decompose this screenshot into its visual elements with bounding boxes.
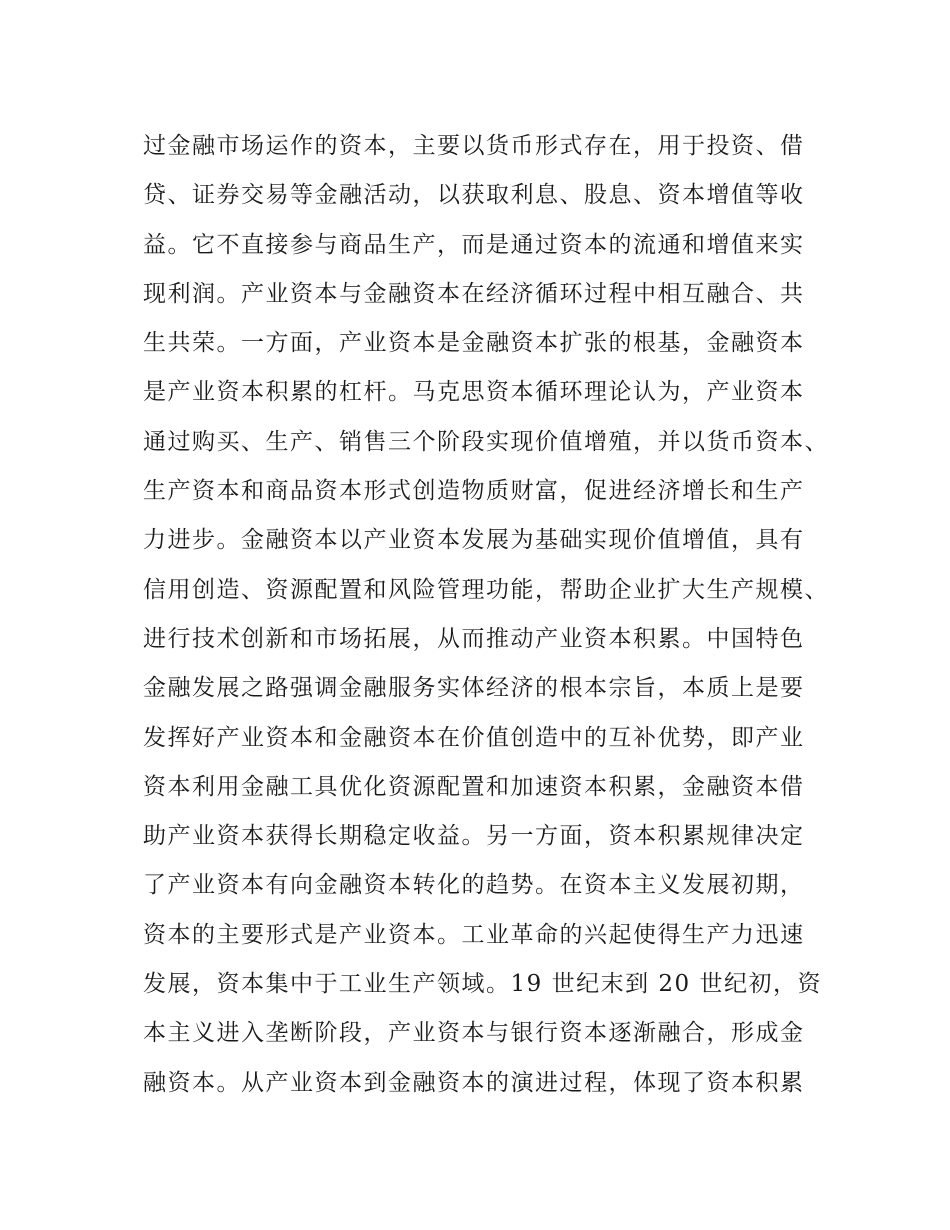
body-paragraph: [143, 122, 843, 1108]
text-line: 发挥好产业资本和金融资本在价值创造中的互补优势，即产业: [143, 724, 805, 751]
text-line: 生共荣。一方面，产业资本是金融资本扩张的根基，金融资本: [143, 330, 805, 357]
text-line: 金融发展之路强调金融服务实体经济的根本宗旨，本质上是要: [143, 675, 805, 702]
text-line: 资本利用金融工具优化资源配置和加速资本积累，金融资本借: [143, 773, 805, 800]
text-line: 进行技术创新和市场拓展，从而推动产业资本积累。中国特色: [143, 625, 805, 652]
text-line: 现利润。产业资本与金融资本在经济循环过程中相互融合、共: [143, 280, 805, 307]
text-line: 贷、证券交易等金融活动，以获取利息、股息、资本增值等收: [143, 182, 805, 209]
text-line: 资本的主要形式是产业资本。工业革命的兴起使得生产力迅速: [143, 921, 805, 948]
text-line: 发展，资本集中于工业生产领域。19 世纪末到 20 世纪初，资: [143, 971, 822, 998]
text-line: 通过购买、生产、销售三个阶段实现价值增殖，并以货币资本、: [143, 428, 829, 455]
text-line: 生产资本和商品资本形式创造物质财富，促进经济增长和生产: [143, 478, 805, 505]
text-line: 信用创造、资源配置和风险管理功能，帮助企业扩大生产规模、: [143, 576, 829, 603]
text-line: 了产业资本有向金融资本转化的趋势。在资本主义发展初期，: [143, 872, 805, 899]
text-line: 益。它不直接参与商品生产，而是通过资本的流通和增值来实: [143, 231, 805, 258]
text-line: 力进步。金融资本以产业资本发展为基础实现价值增值，具有: [143, 527, 805, 554]
text-line: 助产业资本获得长期稳定收益。另一方面，资本积累规律决定: [143, 823, 805, 850]
text-line: 融资本。从产业资本到金融资本的演进过程，体现了资本积累: [143, 1069, 805, 1096]
text-line: 是产业资本积累的杠杆。马克思资本循环理论认为，产业资本: [143, 379, 805, 406]
text-line: 本主义进入垄断阶段，产业资本与银行资本逐渐融合，形成金: [143, 1020, 805, 1047]
text-line: 过金融市场运作的资本，主要以货币形式存在，用于投资、借: [143, 133, 805, 159]
